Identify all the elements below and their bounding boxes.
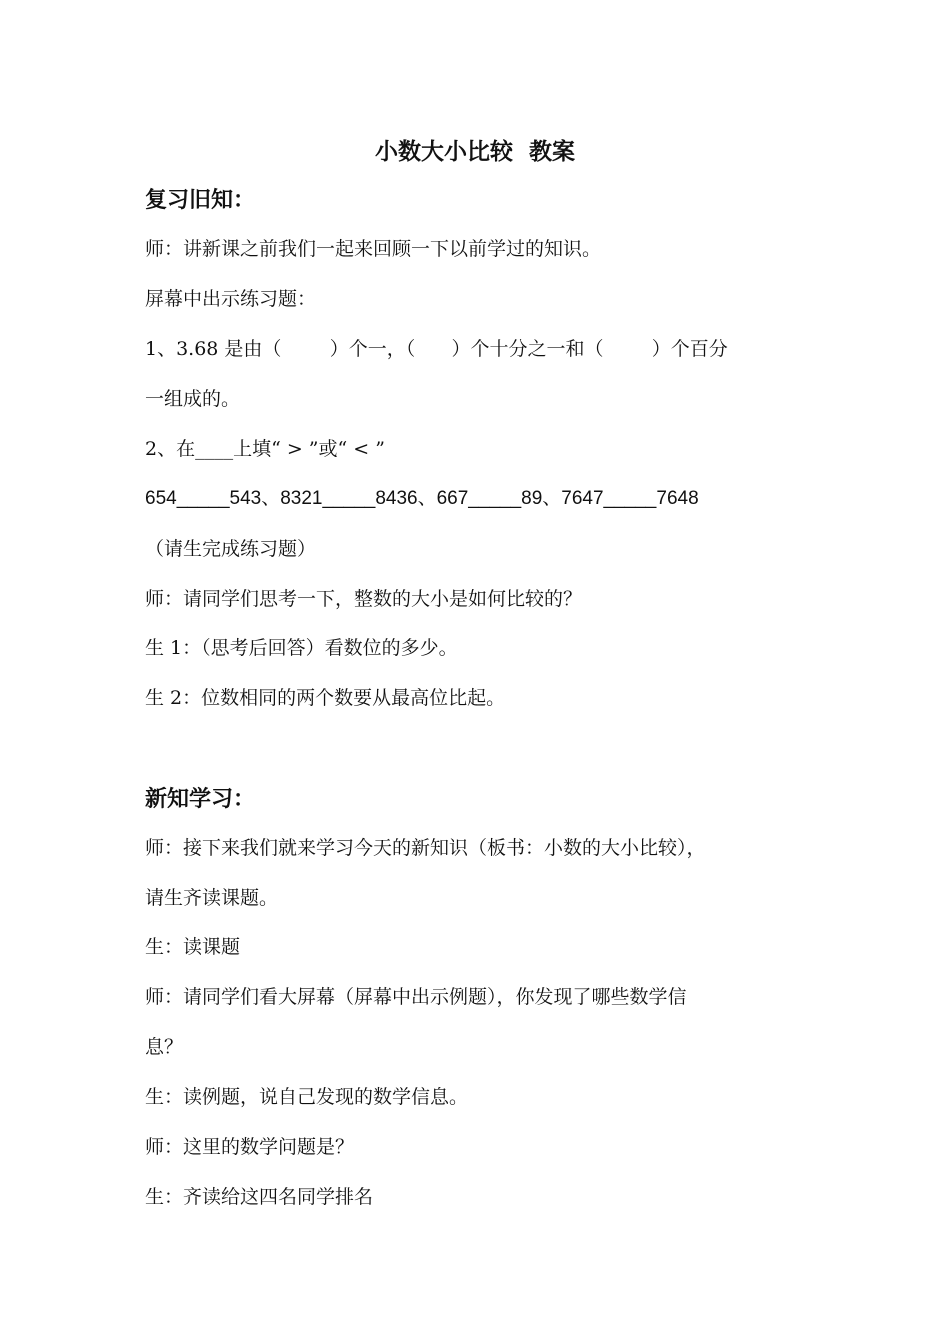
paragraph-line: 息？ [145,1036,184,1058]
paragraph-line: 一组成的。 [145,388,241,410]
paragraph-line: 请生齐读课题。 [145,887,279,909]
paragraph-line: 生 1：（思考后回答）看数位的多少。 [145,637,458,659]
paragraph-line: 师：请同学们看大屏幕（屏幕中出示例题），你发现了哪些数学信 [145,986,687,1008]
section-heading-review: 复习旧知： [145,188,256,213]
document-title: 小数大小比较 教案 [374,139,575,165]
paragraph-line: 师：讲新课之前我们一起来回顾一下以前学过的知识。 [145,238,602,260]
paragraph-line: 生：读例题，说自己发现的数学信息。 [145,1086,469,1108]
paragraph-line: 1、3.68 是由（ ）个一，（ ）个十分之一和（ ）个百分 [145,338,728,360]
section-heading-new-knowledge: 新知学习： [145,787,256,812]
paragraph-line: 生：齐读给这四名同学排名 [145,1186,374,1208]
paragraph-line: 生：读课题 [145,936,241,958]
paragraph-line: 师：请同学们思考一下，整数的大小是如何比较的？ [145,588,583,610]
paragraph-line: 师：这里的数学问题是？ [145,1136,355,1158]
paragraph-line: 654_____543、8321_____8436、667_____89、7647_____7648 [145,488,699,509]
paragraph-line: 屏幕中出示练习题： [145,288,317,310]
paragraph-line: 师：接下来我们就来学习今天的新知识（板书：小数的大小比较）， [145,837,706,859]
paragraph-line: 生 2：位数相同的两个数要从最高位比起。 [145,687,506,709]
paragraph-line: 2、在____上填“ > ”或“ < ” [145,438,385,460]
paragraph-line: （请生完成练习题） [145,538,317,560]
